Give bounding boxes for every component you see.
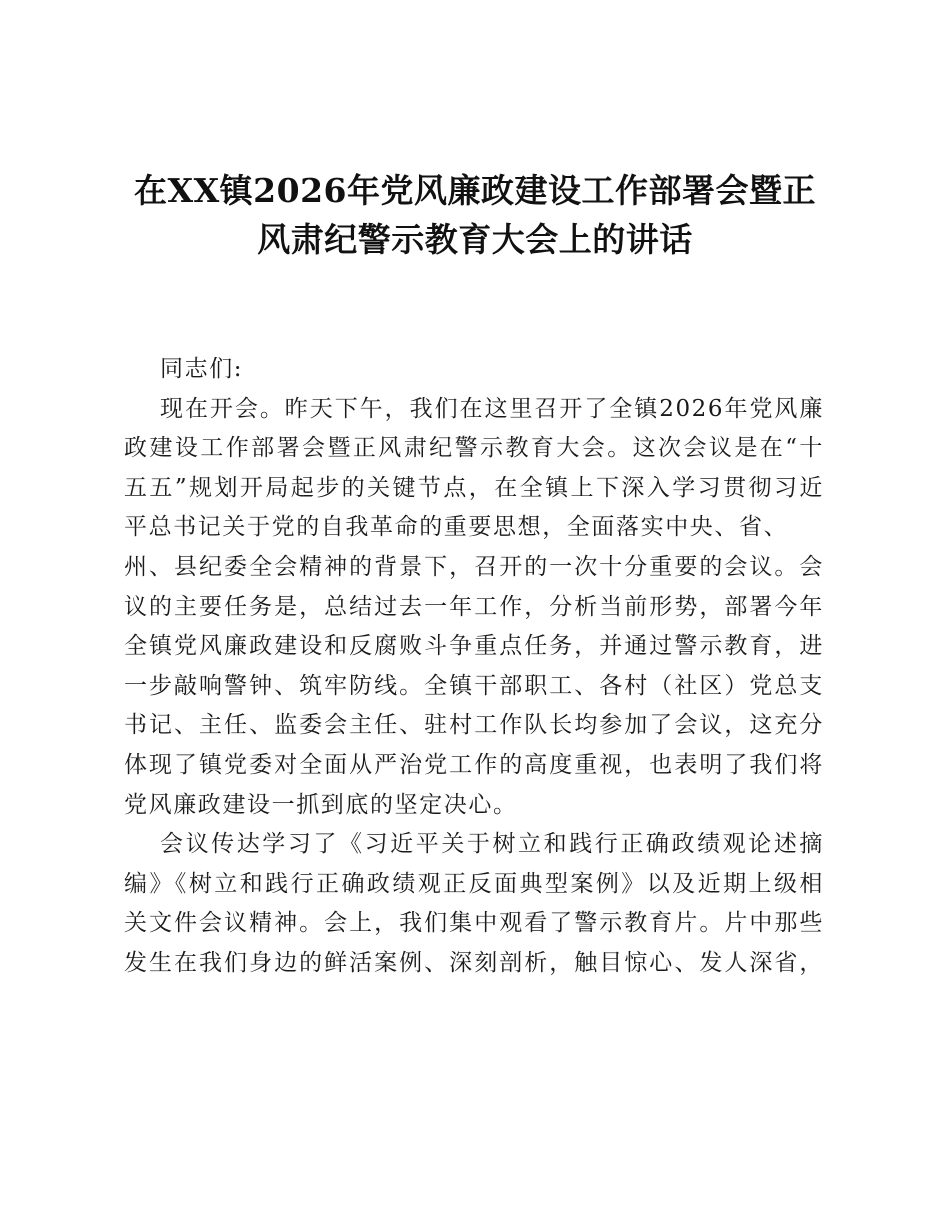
paragraph-line: 编》《树立和践行正确政绩观正反面典型案例》以及近期上级相	[124, 870, 824, 897]
paragraph-line: 关文件会议精神。会上，我们集中观看了警示教育片。片中那些	[124, 910, 824, 937]
paragraph-line: 书记、主任、监委会主任、驻村工作队长均参加了会议，这充分	[124, 712, 824, 739]
paragraph-line: 一步敲响警钟、筑牢防线。全镇干部职工、各村（社区）党总支	[124, 672, 824, 699]
paragraph-line: 会议传达学习了《习近平关于树立和践行正确政绩观论述摘	[160, 831, 824, 858]
title-line: 在XX镇2026年党风廉政建设工作部署会暨正	[133, 171, 817, 210]
paragraph-line: 议的主要任务是，总结过去一年工作，分析当前形势，部署今年	[124, 593, 824, 620]
paragraph-line: 五五”规划开局起步的关键节点，在全镇上下深入学习贯彻习近	[124, 474, 824, 501]
paragraph-line: 平总书记关于党的自我革命的重要思想，全面落实中央、省、	[124, 514, 789, 541]
salutation: 同志们:	[160, 356, 244, 382]
document-title	[120, 166, 830, 264]
paragraph-line: 政建设工作部署会暨正风肃纪警示教育大会。这次会议是在“十	[124, 435, 824, 462]
paragraph-line: 全镇党风廉政建设和反腐败斗争重点任务，并通过警示教育，进	[124, 633, 824, 660]
paragraph-line: 党风廉政建设一抓到底的坚定决心。	[124, 791, 518, 818]
title-line: 风肃纪警示教育大会上的讲话	[257, 220, 693, 259]
paragraph-2	[124, 825, 824, 983]
paragraph-line: 州、县纪委全会精神的背景下，召开的一次十分重要的会议。会	[124, 553, 824, 580]
paragraph-1	[124, 390, 824, 826]
paragraph-line: 发生在我们身边的鲜活案例、深刻剖析，触目惊心、发人深省，	[124, 949, 824, 976]
paragraph-line: 现在开会。昨天下午，我们在这里召开了全镇2026年党风廉	[160, 395, 824, 422]
document-body	[124, 350, 824, 984]
paragraph-line: 体现了镇党委对全面从严治党工作的高度重视，也表明了我们将	[124, 751, 824, 778]
